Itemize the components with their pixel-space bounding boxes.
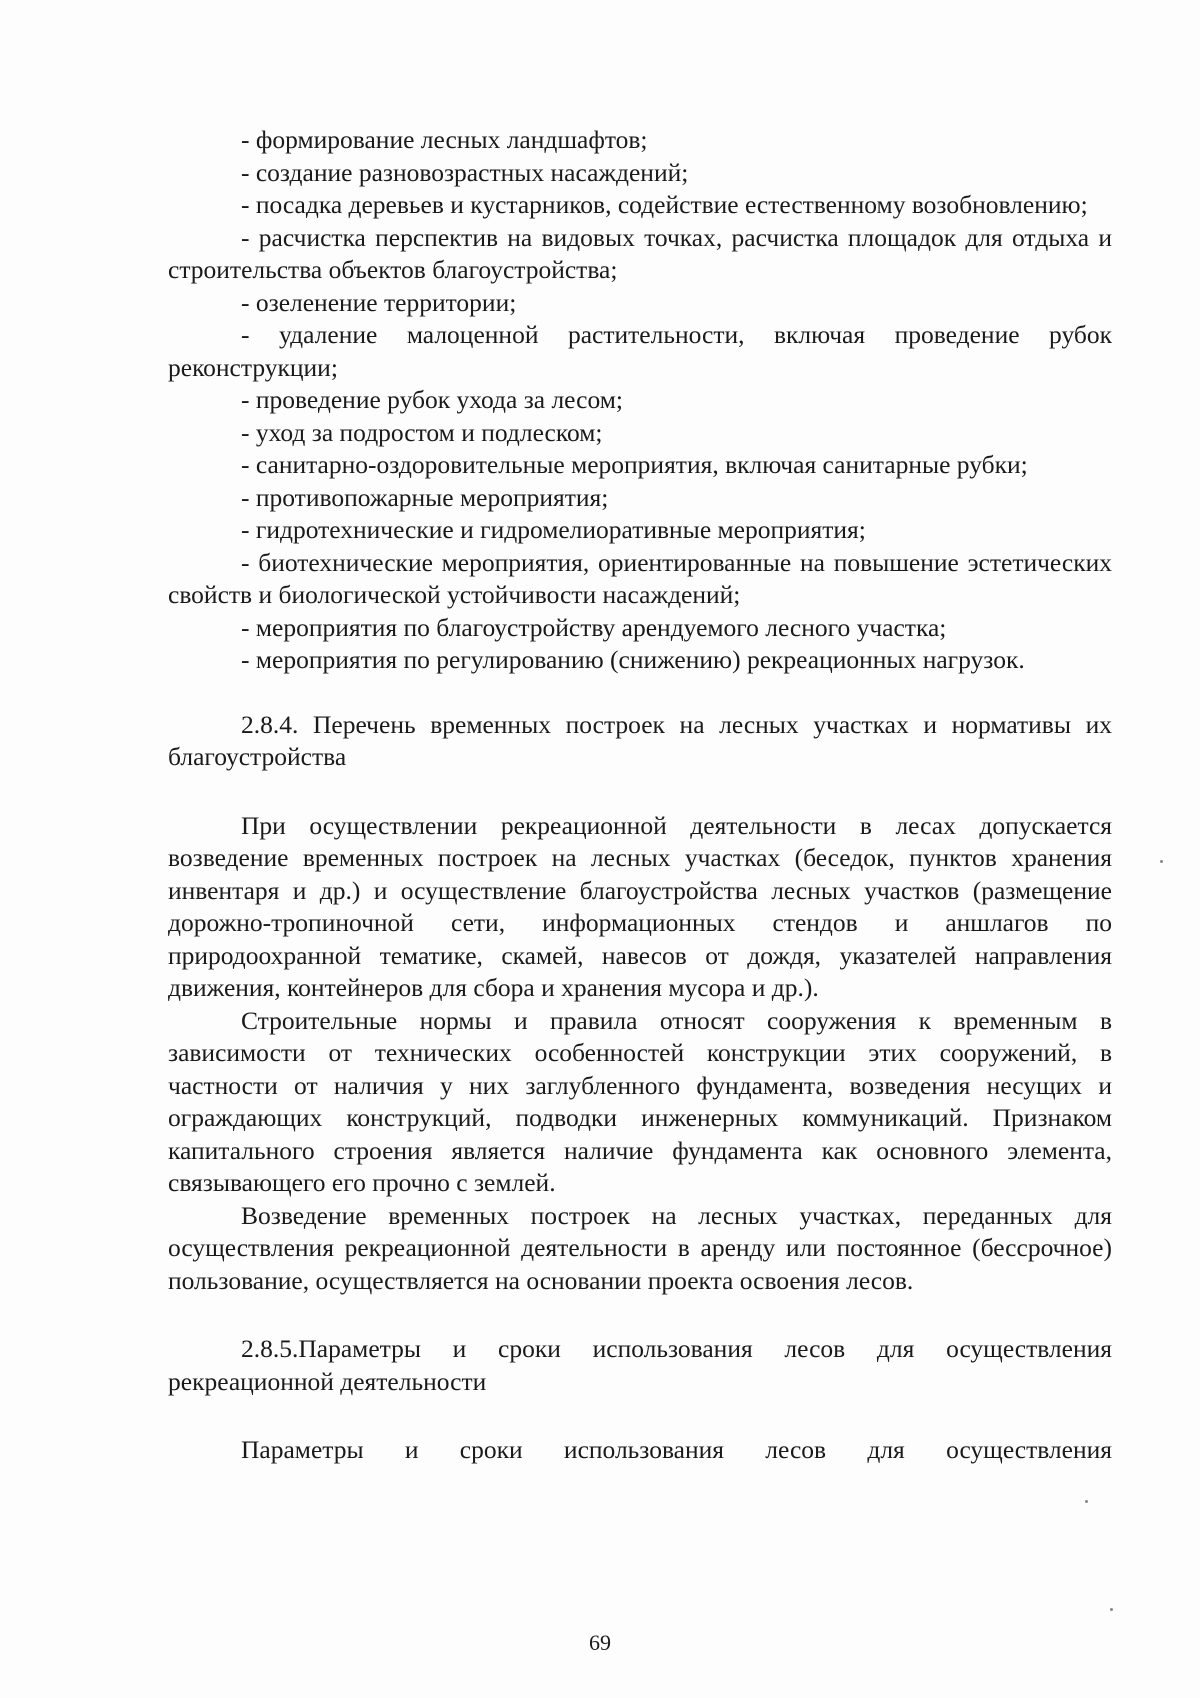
paragraph: Строительные нормы и правила относят сооружения к временным в зависимости от технических особенностей конструкции этих сооружений, в частности от наличия у них заглубленного фундамента, возведения несущих и ограждающих конструкций, подводки инженерных коммуникаций. Признаком капитального строения является наличие фундамента как основного элемента, связывающего его прочно с землей. <box>168 1005 1112 1197</box>
paragraph: При осуществлении рекреационной деятельности в лесах допускается возведение временных построек на лесных участках (беседок, пунктов хранения инвентаря и др.) и осуществление благоустройства лесных участков (размещение дорожно-тропиночной сети, информационных стендов и аншлагов по природоохранной тематике, скамей, навесов от дождя, указателей направления движения, контейнеров для сбора и хранения мусора и др.). <box>168 810 1112 1002</box>
activities-list <box>168 124 1112 677</box>
list-item: - удаление малоценной растительности, включая проведение рубок реконструкции; <box>168 320 1112 382</box>
list-item: - мероприятия по благоустройству арендуемого лесного участка; <box>241 612 947 642</box>
scan-speck <box>1085 1500 1088 1503</box>
section-2-8-4-body <box>168 810 1112 1298</box>
paragraph: Параметры и сроки использования лесов для осуществления <box>241 1435 1112 1464</box>
list-item: - мероприятия по регулированию (снижению) рекреационных нагрузок. <box>241 645 1025 674</box>
list-item: - биотехнические мероприятия, ориентированные на повышение эстетических свойств и биологической устойчивости насаждений; <box>168 547 1112 609</box>
section-heading-2-8-5: 2.8.5.Параметры и сроки использования лесов для осуществления рекреационной деятельности <box>168 1334 1112 1396</box>
list-item: - гидротехнические и гидромелиоративные мероприятия; <box>241 515 866 544</box>
section-heading-2-8-4: 2.8.4. Перечень временных построек на лесных участках и нормативы их благоустройства <box>168 709 1112 771</box>
list-item: - посадка деревьев и кустарников, содействие естественному возобновлению; <box>241 190 1088 219</box>
list-item: - формирование лесных ландшафтов; <box>241 125 648 154</box>
page-number: 69 <box>589 1630 611 1655</box>
scan-speck <box>1110 1608 1113 1611</box>
scan-speck <box>1160 860 1163 863</box>
list-item: - озеленение территории; <box>241 287 517 317</box>
paragraph: Возведение временных построек на лесных участках, переданных для осуществления рекреационной деятельности в аренду или постоянное (бессрочное) пользование, осуществляется на основании проекта освоения лесов. <box>168 1200 1112 1295</box>
list-item: - расчистка перспектив на видовых точках, расчистка площадок для отдыха и строительства объектов благоустройства; <box>168 222 1112 284</box>
list-item: - санитарно-оздоровительные мероприятия, включая санитарные рубки; <box>241 450 1028 479</box>
list-item: - уход за подростом и подлеском; <box>241 417 603 447</box>
list-item: - проведение рубок ухода за лесом; <box>241 385 623 414</box>
list-item: - создание разновозрастных насаждений; <box>241 157 689 187</box>
page-body <box>168 124 1112 1467</box>
list-item: - противопожарные мероприятия; <box>241 482 609 512</box>
